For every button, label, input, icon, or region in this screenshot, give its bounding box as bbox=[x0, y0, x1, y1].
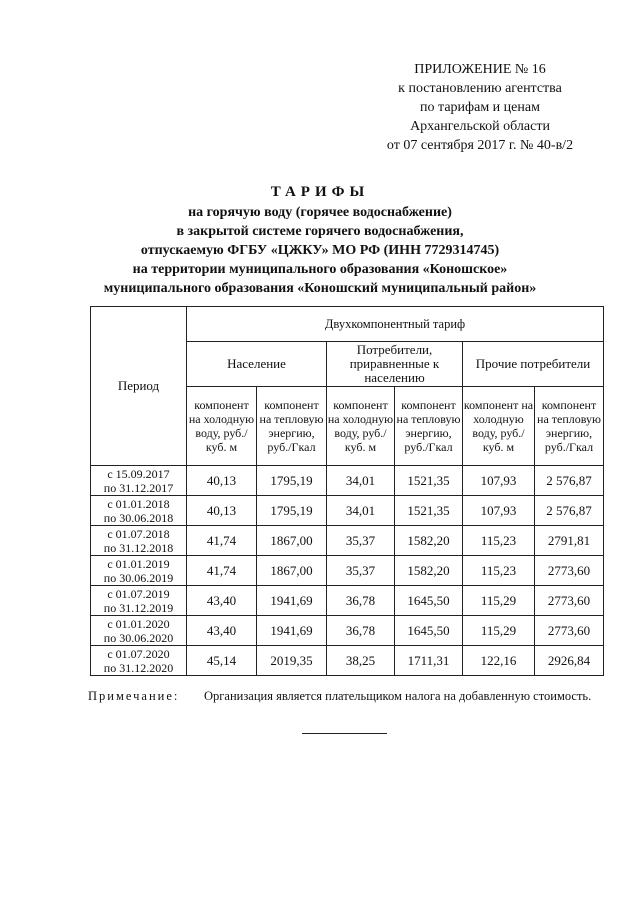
component-heat-header: компонент на тепловую энергию, руб./Гкал bbox=[257, 387, 327, 466]
value-cell: 1795,19 bbox=[257, 466, 327, 496]
value-cell: 115,23 bbox=[463, 526, 535, 556]
value-cell: 115,23 bbox=[463, 556, 535, 586]
value-cell: 36,78 bbox=[327, 586, 395, 616]
value-cell: 115,29 bbox=[463, 616, 535, 646]
component-cold-header: компонент на холодную воду, руб./куб. м bbox=[463, 387, 535, 466]
component-cold-header: компонент на холодную воду, руб./куб. м bbox=[187, 387, 257, 466]
group-header-equivalent-consumers: Потребители, приравненные к населению bbox=[327, 342, 463, 387]
value-cell: 2926,84 bbox=[535, 646, 604, 676]
component-cold-header: компонент на холодную воду, руб./куб. м bbox=[327, 387, 395, 466]
table-row bbox=[91, 466, 604, 496]
value-cell: 2 576,87 bbox=[535, 496, 604, 526]
period-cell: с 01.07.2018 по 31.12.2018 bbox=[91, 526, 187, 556]
value-cell: 1795,19 bbox=[257, 496, 327, 526]
value-cell: 45,14 bbox=[187, 646, 257, 676]
value-cell: 2773,60 bbox=[535, 556, 604, 586]
two-component-tariff-header: Двухкомпонентный тариф bbox=[187, 307, 604, 342]
document-title bbox=[40, 183, 600, 298]
subtitle-line: отпускаемую ФГБУ «ЦЖКУ» МО РФ (ИНН 7729314745) bbox=[140, 243, 500, 258]
appendix-date: от 07 сентября 2017 г. № 40-в/2 bbox=[386, 138, 574, 153]
value-cell: 115,29 bbox=[463, 586, 535, 616]
note-text: Организация является плательщиком налога на добавленную стоимость. bbox=[204, 689, 592, 703]
value-cell: 1941,69 bbox=[257, 586, 327, 616]
group-header-other-consumers: Прочие потребители bbox=[463, 342, 604, 387]
table-row bbox=[91, 496, 604, 526]
component-heat-header: компонент на тепловую энергию, руб./Гкал bbox=[395, 387, 463, 466]
value-cell: 40,13 bbox=[187, 496, 257, 526]
value-cell: 43,40 bbox=[187, 616, 257, 646]
appendix-ref-line: Архангельской области bbox=[410, 119, 550, 134]
period-cell: с 01.01.2019 по 30.06.2019 bbox=[91, 556, 187, 586]
main-title: ТАРИФЫ bbox=[270, 184, 370, 200]
period-cell: с 15.09.2017 по 31.12.2017 bbox=[91, 466, 187, 496]
period-cell: с 01.01.2018 по 30.06.2018 bbox=[91, 496, 187, 526]
appendix-number: ПРИЛОЖЕНИЕ № 16 bbox=[414, 62, 546, 77]
subtitle-line: в закрытой системе горячего водоснабжения, bbox=[176, 224, 464, 239]
group-header-population: Население bbox=[187, 342, 327, 387]
value-cell: 1867,00 bbox=[257, 526, 327, 556]
period-cell: с 01.01.2020 по 30.06.2020 bbox=[91, 616, 187, 646]
value-cell: 38,25 bbox=[327, 646, 395, 676]
tariff-table bbox=[90, 306, 604, 676]
closing-rule bbox=[302, 733, 387, 734]
table-row bbox=[91, 556, 604, 586]
value-cell: 1711,31 bbox=[395, 646, 463, 676]
period-header: Период bbox=[91, 307, 187, 466]
value-cell: 1645,50 bbox=[395, 616, 463, 646]
value-cell: 107,93 bbox=[463, 466, 535, 496]
table-row bbox=[91, 526, 604, 556]
table-row bbox=[91, 646, 604, 676]
appendix-ref-line: к постановлению агентства bbox=[398, 81, 562, 96]
value-cell: 1521,35 bbox=[395, 466, 463, 496]
appendix-header bbox=[330, 60, 630, 155]
value-cell: 1582,20 bbox=[395, 526, 463, 556]
value-cell: 34,01 bbox=[327, 496, 395, 526]
value-cell: 2 576,87 bbox=[535, 466, 604, 496]
value-cell: 2791,81 bbox=[535, 526, 604, 556]
subtitle-line: муниципального образования «Коношский муниципальный район» bbox=[103, 281, 537, 296]
value-cell: 1521,35 bbox=[395, 496, 463, 526]
table-row bbox=[91, 616, 604, 646]
value-cell: 34,01 bbox=[327, 466, 395, 496]
component-heat-header: компонент на тепловую энергию, руб./Гкал bbox=[535, 387, 604, 466]
period-cell: с 01.07.2020 по 31.12.2020 bbox=[91, 646, 187, 676]
subtitle-line: на территории муниципального образования «Коношское» bbox=[132, 262, 508, 277]
value-cell: 35,37 bbox=[327, 526, 395, 556]
value-cell: 43,40 bbox=[187, 586, 257, 616]
value-cell: 122,16 bbox=[463, 646, 535, 676]
period-cell: с 01.07.2019 по 31.12.2019 bbox=[91, 586, 187, 616]
subtitle-line: на горячую воду (горячее водоснабжение) bbox=[188, 205, 452, 220]
value-cell: 40,13 bbox=[187, 466, 257, 496]
table-row bbox=[91, 586, 604, 616]
value-cell: 41,74 bbox=[187, 526, 257, 556]
value-cell: 1582,20 bbox=[395, 556, 463, 586]
value-cell: 35,37 bbox=[327, 556, 395, 586]
value-cell: 2019,35 bbox=[257, 646, 327, 676]
appendix-ref-line: по тарифам и ценам bbox=[420, 100, 540, 115]
value-cell: 36,78 bbox=[327, 616, 395, 646]
value-cell: 2773,60 bbox=[535, 616, 604, 646]
value-cell: 1941,69 bbox=[257, 616, 327, 646]
note-label: Примечание: bbox=[88, 689, 180, 703]
value-cell: 41,74 bbox=[187, 556, 257, 586]
value-cell: 1645,50 bbox=[395, 586, 463, 616]
value-cell: 107,93 bbox=[463, 496, 535, 526]
value-cell: 2773,60 bbox=[535, 586, 604, 616]
value-cell: 1867,00 bbox=[257, 556, 327, 586]
